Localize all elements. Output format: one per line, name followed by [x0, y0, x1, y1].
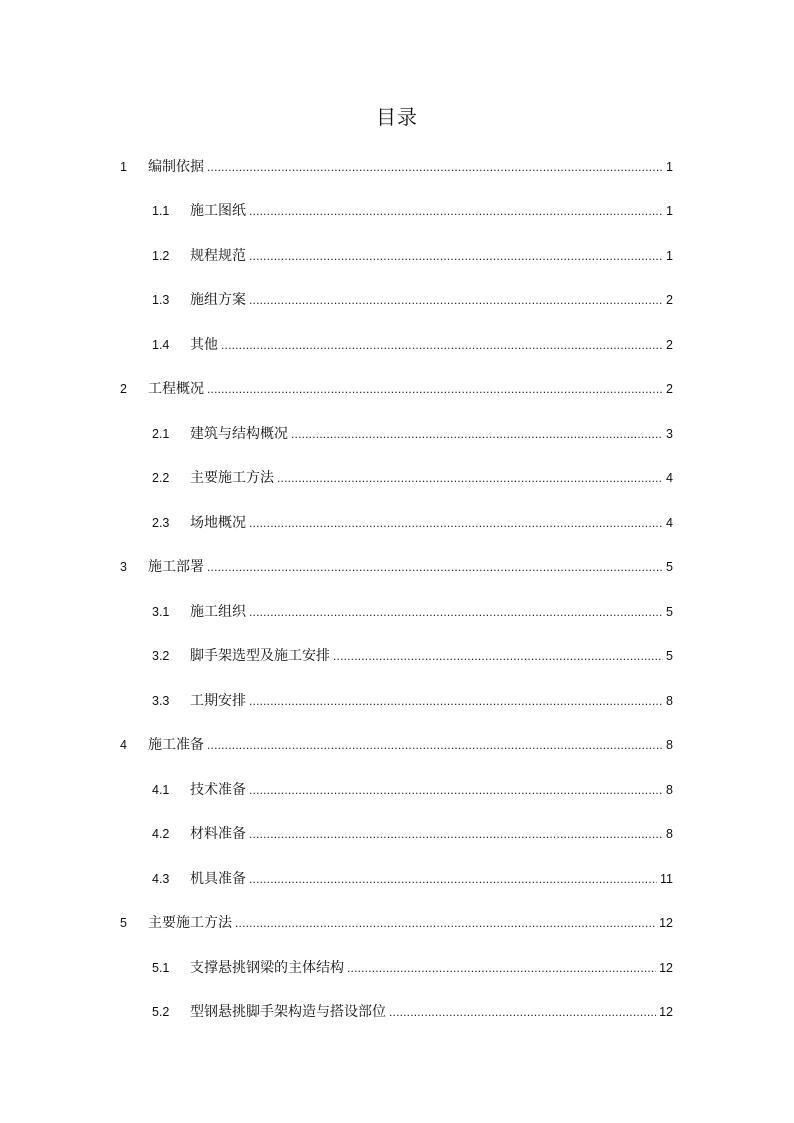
toc-leader-dots [277, 467, 663, 489]
toc-entry-label: 场地概况 [190, 515, 246, 531]
toc-entry-page: 5 [666, 649, 673, 663]
toc-entry-number: 4.2 [152, 827, 170, 841]
toc-leader-dots [207, 556, 663, 578]
toc-entry-page: 5 [666, 560, 673, 574]
toc-entry[interactable] [152, 245, 673, 267]
toc-entry-number: 1 [120, 160, 127, 174]
toc-leader-dots [389, 1001, 656, 1023]
toc-entry-number: 4 [120, 738, 127, 752]
toc-entry-page: 2 [666, 293, 673, 307]
toc-title: 目录 [376, 105, 418, 129]
toc-entry-page: 2 [666, 338, 673, 352]
toc-entry[interactable] [152, 423, 673, 445]
toc-entry[interactable] [120, 912, 673, 934]
toc-entry-label: 技术准备 [190, 782, 246, 798]
toc-entry-page: 1 [666, 204, 673, 218]
toc-entry-number: 1.2 [152, 249, 170, 263]
toc-entry[interactable] [152, 334, 673, 356]
toc-leader-dots [249, 868, 657, 890]
toc-entry-label: 规程规范 [190, 248, 246, 264]
toc-entry-page: 12 [659, 961, 673, 975]
toc-entry-number: 1.3 [152, 293, 170, 307]
toc-entry-label: 主要施工方法 [190, 470, 274, 486]
toc-entry-label: 其他 [190, 337, 218, 353]
toc-entry-label: 施组方案 [190, 292, 246, 308]
toc-entry-number: 5.1 [152, 961, 170, 975]
toc-entry-label: 施工组织 [190, 604, 246, 620]
toc-entry-page: 1 [666, 249, 673, 263]
toc-entry[interactable] [152, 467, 673, 489]
toc-entry-page: 8 [666, 827, 673, 841]
toc-entry-label: 建筑与结构概况 [190, 426, 288, 442]
toc-entry[interactable] [152, 690, 673, 712]
toc-entry-number: 3.2 [152, 649, 170, 663]
toc-leader-dots [249, 690, 663, 712]
toc-leader-dots [235, 912, 656, 934]
toc-entry-page: 5 [666, 605, 673, 619]
toc-entry-label: 材料准备 [190, 826, 246, 842]
toc-entry[interactable] [152, 823, 673, 845]
toc-entry[interactable] [152, 1001, 673, 1023]
toc-entry-number: 5.2 [152, 1005, 170, 1019]
toc-leader-dots [249, 289, 663, 311]
toc-entry[interactable] [120, 378, 673, 400]
toc-entry-page: 2 [666, 382, 673, 396]
toc-entry-number: 3 [120, 560, 127, 574]
toc-leader-dots [347, 957, 656, 979]
toc-entry-page: 8 [666, 783, 673, 797]
toc-leader-dots [249, 823, 663, 845]
toc-entry[interactable] [120, 556, 673, 578]
toc-entry-number: 2 [120, 382, 127, 396]
toc-entry[interactable] [120, 156, 673, 178]
toc-leader-dots [249, 779, 663, 801]
toc-entry-label: 机具准备 [190, 871, 246, 887]
toc-entry-number: 2.2 [152, 471, 170, 485]
toc-entry-label: 支撑悬挑钢梁的主体结构 [190, 960, 344, 976]
toc-entry[interactable] [120, 734, 673, 756]
toc-entry[interactable] [152, 601, 673, 623]
toc-entry-page: 12 [659, 916, 673, 930]
toc-entry-page: 4 [666, 471, 673, 485]
toc-entry-number: 4.3 [152, 872, 170, 886]
toc-entry-number: 3.3 [152, 694, 170, 708]
toc-entry-page: 4 [666, 516, 673, 530]
toc-entry-number: 3.1 [152, 605, 170, 619]
toc-entry-label: 型钢悬挑脚手架构造与搭设部位 [190, 1004, 386, 1020]
toc-entry-number: 2.1 [152, 427, 170, 441]
toc-entry[interactable] [152, 512, 673, 534]
toc-entry-page: 3 [666, 427, 673, 441]
toc-entry-label: 施工图纸 [190, 203, 246, 219]
toc-entry-label: 脚手架选型及施工安排 [190, 648, 330, 664]
toc-entry-page: 12 [659, 1005, 673, 1019]
toc-entry-number: 1.1 [152, 204, 170, 218]
toc-entry[interactable] [152, 289, 673, 311]
toc-entry-page: 1 [666, 160, 673, 174]
toc-leader-dots [291, 423, 663, 445]
toc-leader-dots [221, 334, 663, 356]
toc-entry-label: 工程概况 [148, 381, 204, 397]
toc-entry-page: 11 [660, 872, 673, 886]
toc-leader-dots [207, 734, 663, 756]
toc-entry-page: 8 [666, 738, 673, 752]
toc-entry-label: 工期安排 [190, 693, 246, 709]
toc-leader-dots [207, 378, 663, 400]
toc-leader-dots [249, 601, 663, 623]
toc-leader-dots [249, 245, 663, 267]
toc-entry[interactable] [152, 645, 673, 667]
toc-entry[interactable] [152, 957, 673, 979]
toc-leader-dots [249, 200, 663, 222]
toc-entry-label: 施工部署 [148, 559, 204, 575]
toc-entry-number: 1.4 [152, 338, 170, 352]
toc-entry-label: 施工准备 [148, 737, 204, 753]
toc-entry-page: 8 [666, 694, 673, 708]
toc-leader-dots [333, 645, 663, 667]
toc-entry-number: 5 [120, 916, 127, 930]
toc-leader-dots [207, 156, 663, 178]
toc-entry[interactable] [152, 779, 673, 801]
toc-entry-number: 4.1 [152, 783, 170, 797]
toc-entry-label: 编制依据 [148, 159, 204, 175]
toc-entry-number: 2.3 [152, 516, 170, 530]
toc-leader-dots [249, 512, 663, 534]
toc-entry[interactable] [152, 200, 673, 222]
toc-entry[interactable] [152, 868, 673, 890]
toc-entry-label: 主要施工方法 [148, 915, 232, 931]
